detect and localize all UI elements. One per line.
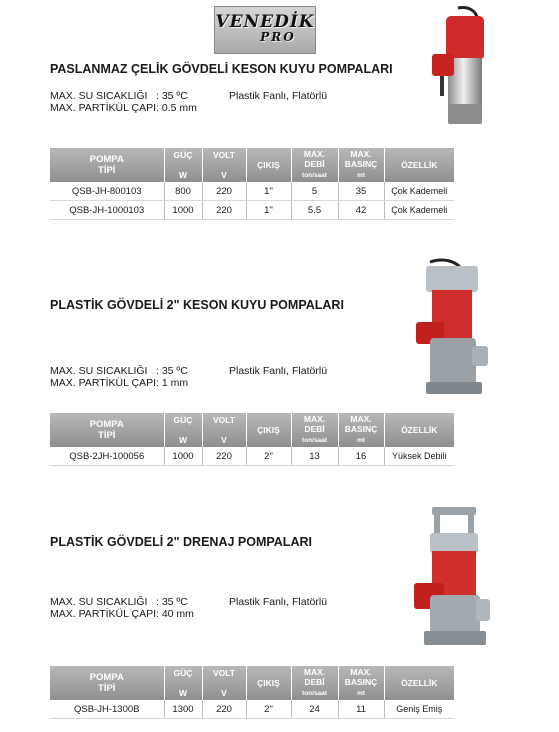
col-model-header: POMPA TİPİ: [50, 413, 164, 447]
table-header-row: [50, 413, 454, 447]
cell-head: 11: [338, 700, 384, 719]
col-head-header: MAX. BASINÇ mt: [338, 666, 384, 700]
pump-spec-table: [50, 666, 454, 719]
table-header-row: [50, 148, 454, 182]
brand-name: VENEDİK: [215, 12, 315, 32]
spec-block: [50, 365, 188, 389]
cell-feature: Çok Kademeli: [384, 182, 454, 201]
col-flow-header: MAX. DEBİ ton/saat: [291, 413, 338, 447]
cell-flow: 5: [291, 182, 338, 201]
col-model-header: POMPA TİPİ: [50, 666, 164, 700]
cell-outlet: 1": [246, 201, 291, 220]
cell-feature: Çok Kademeli: [384, 201, 454, 220]
feature-text: Plastik Fanlı, Flatörlü: [229, 365, 328, 377]
col-feature-header: ÖZELLİK: [384, 148, 454, 182]
section-title: PLASTİK GÖVDELİ 2" DRENAJ POMPALARI: [50, 535, 312, 549]
table-header-row: [50, 666, 454, 700]
pump-spec-table: [50, 148, 454, 220]
section-title: PASLANMAZ ÇELİK GÖVDELİ KESON KUYU POMPALARI: [50, 62, 393, 76]
col-feature-header: ÖZELLİK: [384, 413, 454, 447]
col-flow-header: MAX. DEBİ ton/saat: [291, 148, 338, 182]
spec-label: MAX. SU SICAKLIĞI: [50, 365, 148, 377]
cell-model: QSB-JH-800103: [50, 182, 164, 201]
col-outlet-header: ÇIKIŞ: [246, 666, 291, 700]
cell-model: QSB-JH-1300B: [50, 700, 164, 719]
cell-head: 16: [338, 447, 384, 466]
spec-value: : 1 mm: [156, 377, 189, 389]
col-feature-header: ÖZELLİK: [384, 666, 454, 700]
cell-flow: 13: [291, 447, 338, 466]
col-power-header: GÜÇ W: [164, 148, 202, 182]
cell-flow: 5.5: [291, 201, 338, 220]
spec-value: : 0.5 mm: [156, 102, 197, 114]
spec-value: : 35 ºC: [156, 365, 188, 377]
plastic-well-pump-image: [412, 256, 496, 404]
spec-label: MAX. PARTİKÜL ÇAPI: [50, 377, 156, 389]
pump-spec-table: [50, 413, 454, 466]
cell-power: 1000: [164, 447, 202, 466]
spec-label: MAX. SU SICAKLIĞI: [50, 596, 148, 608]
spec-label: MAX. SU SICAKLIĞI: [50, 90, 148, 102]
col-head-header: MAX. BASINÇ mt: [338, 413, 384, 447]
table-row: [50, 700, 454, 719]
cell-model: QSB-JH-1000103: [50, 201, 164, 220]
table-row: [50, 201, 454, 220]
cell-power: 1300: [164, 700, 202, 719]
spec-value: : 40 mm: [156, 608, 194, 620]
brand-logo: [214, 6, 316, 54]
cell-power: 1000: [164, 201, 202, 220]
col-head-header: MAX. BASINÇ mt: [338, 148, 384, 182]
col-voltage-header: VOLT V: [202, 148, 246, 182]
spec-label: MAX. PARTİKÜL ÇAPI: [50, 102, 156, 114]
cell-outlet: 1": [246, 182, 291, 201]
cell-power: 800: [164, 182, 202, 201]
cell-outlet: 2": [246, 447, 291, 466]
feature-text: Plastik Fanlı, Flatörlü: [229, 596, 328, 608]
cell-model: QSB-2JH-100056: [50, 447, 164, 466]
col-model-header: POMPA TİPİ: [50, 148, 164, 182]
plastic-drainage-pump-image: [408, 503, 496, 653]
cell-voltage: 220: [202, 182, 246, 201]
col-voltage-header: VOLT V: [202, 666, 246, 700]
spec-value: : 35 ºC: [156, 90, 188, 102]
spec-label: MAX. PARTİKÜL ÇAPI: [50, 608, 156, 620]
col-voltage-header: VOLT V: [202, 413, 246, 447]
section-title: PLASTİK GÖVDELİ 2" KESON KUYU POMPALARI: [50, 298, 344, 312]
col-outlet-header: ÇIKIŞ: [246, 148, 291, 182]
table-row: [50, 447, 454, 466]
cell-head: 35: [338, 182, 384, 201]
cell-feature: Geniş Emiş: [384, 700, 454, 719]
spec-block: [50, 90, 197, 114]
brand-subname: PRO: [260, 30, 296, 44]
cell-voltage: 220: [202, 700, 246, 719]
cell-voltage: 220: [202, 447, 246, 466]
col-power-header: GÜÇ W: [164, 666, 202, 700]
spec-value: : 35 ºC: [156, 596, 188, 608]
cell-flow: 24: [291, 700, 338, 719]
feature-text: Plastik Fanlı, Flatörlü: [229, 90, 328, 102]
cell-outlet: 2": [246, 700, 291, 719]
cell-head: 42: [338, 201, 384, 220]
table-row: [50, 182, 454, 201]
cell-voltage: 220: [202, 201, 246, 220]
cell-feature: Yüksek Debili: [384, 447, 454, 466]
col-power-header: GÜÇ W: [164, 413, 202, 447]
spec-block: [50, 596, 194, 620]
stainless-submersible-pump-image: [428, 4, 494, 136]
col-outlet-header: ÇIKIŞ: [246, 413, 291, 447]
col-flow-header: MAX. DEBİ ton/saat: [291, 666, 338, 700]
